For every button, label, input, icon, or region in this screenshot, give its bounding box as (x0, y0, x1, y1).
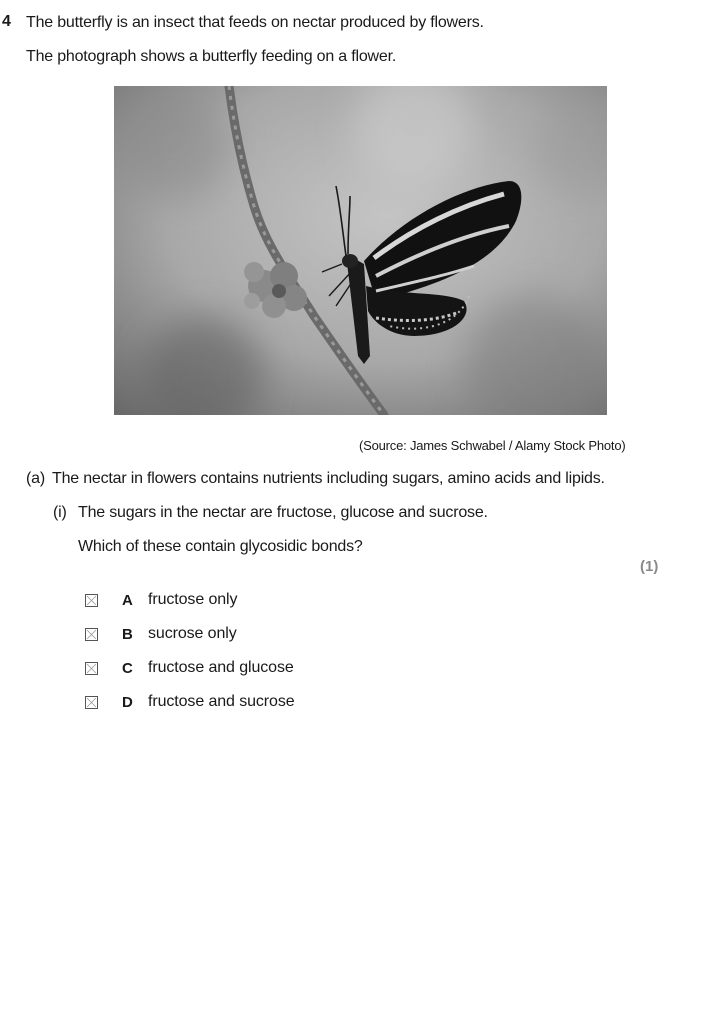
marks-indicator: (1) (640, 558, 659, 575)
part-i-label: (i) (53, 504, 67, 521)
option-c[interactable] (85, 657, 294, 679)
option-letter: D (122, 693, 133, 711)
answer-checkbox-c[interactable] (85, 662, 98, 675)
part-i-text: The sugars in the nectar are fructose, glucose and sucrose. (78, 504, 488, 521)
intro-text: The butterfly is an insect that feeds on nectar produced by flowers. (26, 14, 484, 31)
option-b[interactable] (85, 623, 237, 645)
question-prompt: Which of these contain glycosidic bonds? (78, 538, 363, 555)
part-a-text: The nectar in flowers contains nutrients including sugars, amino acids and lipids. (52, 470, 605, 487)
answer-checkbox-b[interactable] (85, 628, 98, 641)
answer-checkbox-a[interactable] (85, 594, 98, 607)
question-number: 4 (2, 13, 11, 30)
option-a[interactable] (85, 589, 237, 611)
option-letter: C (122, 659, 133, 677)
option-letter: B (122, 625, 133, 643)
part-a-label: (a) (26, 470, 45, 487)
option-text: sucrose only (148, 625, 237, 642)
option-letter: A (122, 591, 133, 609)
option-text: fructose only (148, 591, 238, 608)
photo-source-credit: (Source: James Schwabel / Alamy Stock Photo) (359, 438, 626, 453)
option-text: fructose and sucrose (148, 693, 295, 710)
photo-description: The photograph shows a butterfly feeding on a flower. (26, 48, 397, 65)
option-d[interactable] (85, 691, 295, 713)
answer-checkbox-d[interactable] (85, 696, 98, 709)
option-text: fructose and glucose (148, 659, 294, 676)
butterfly-photograph (114, 86, 607, 415)
